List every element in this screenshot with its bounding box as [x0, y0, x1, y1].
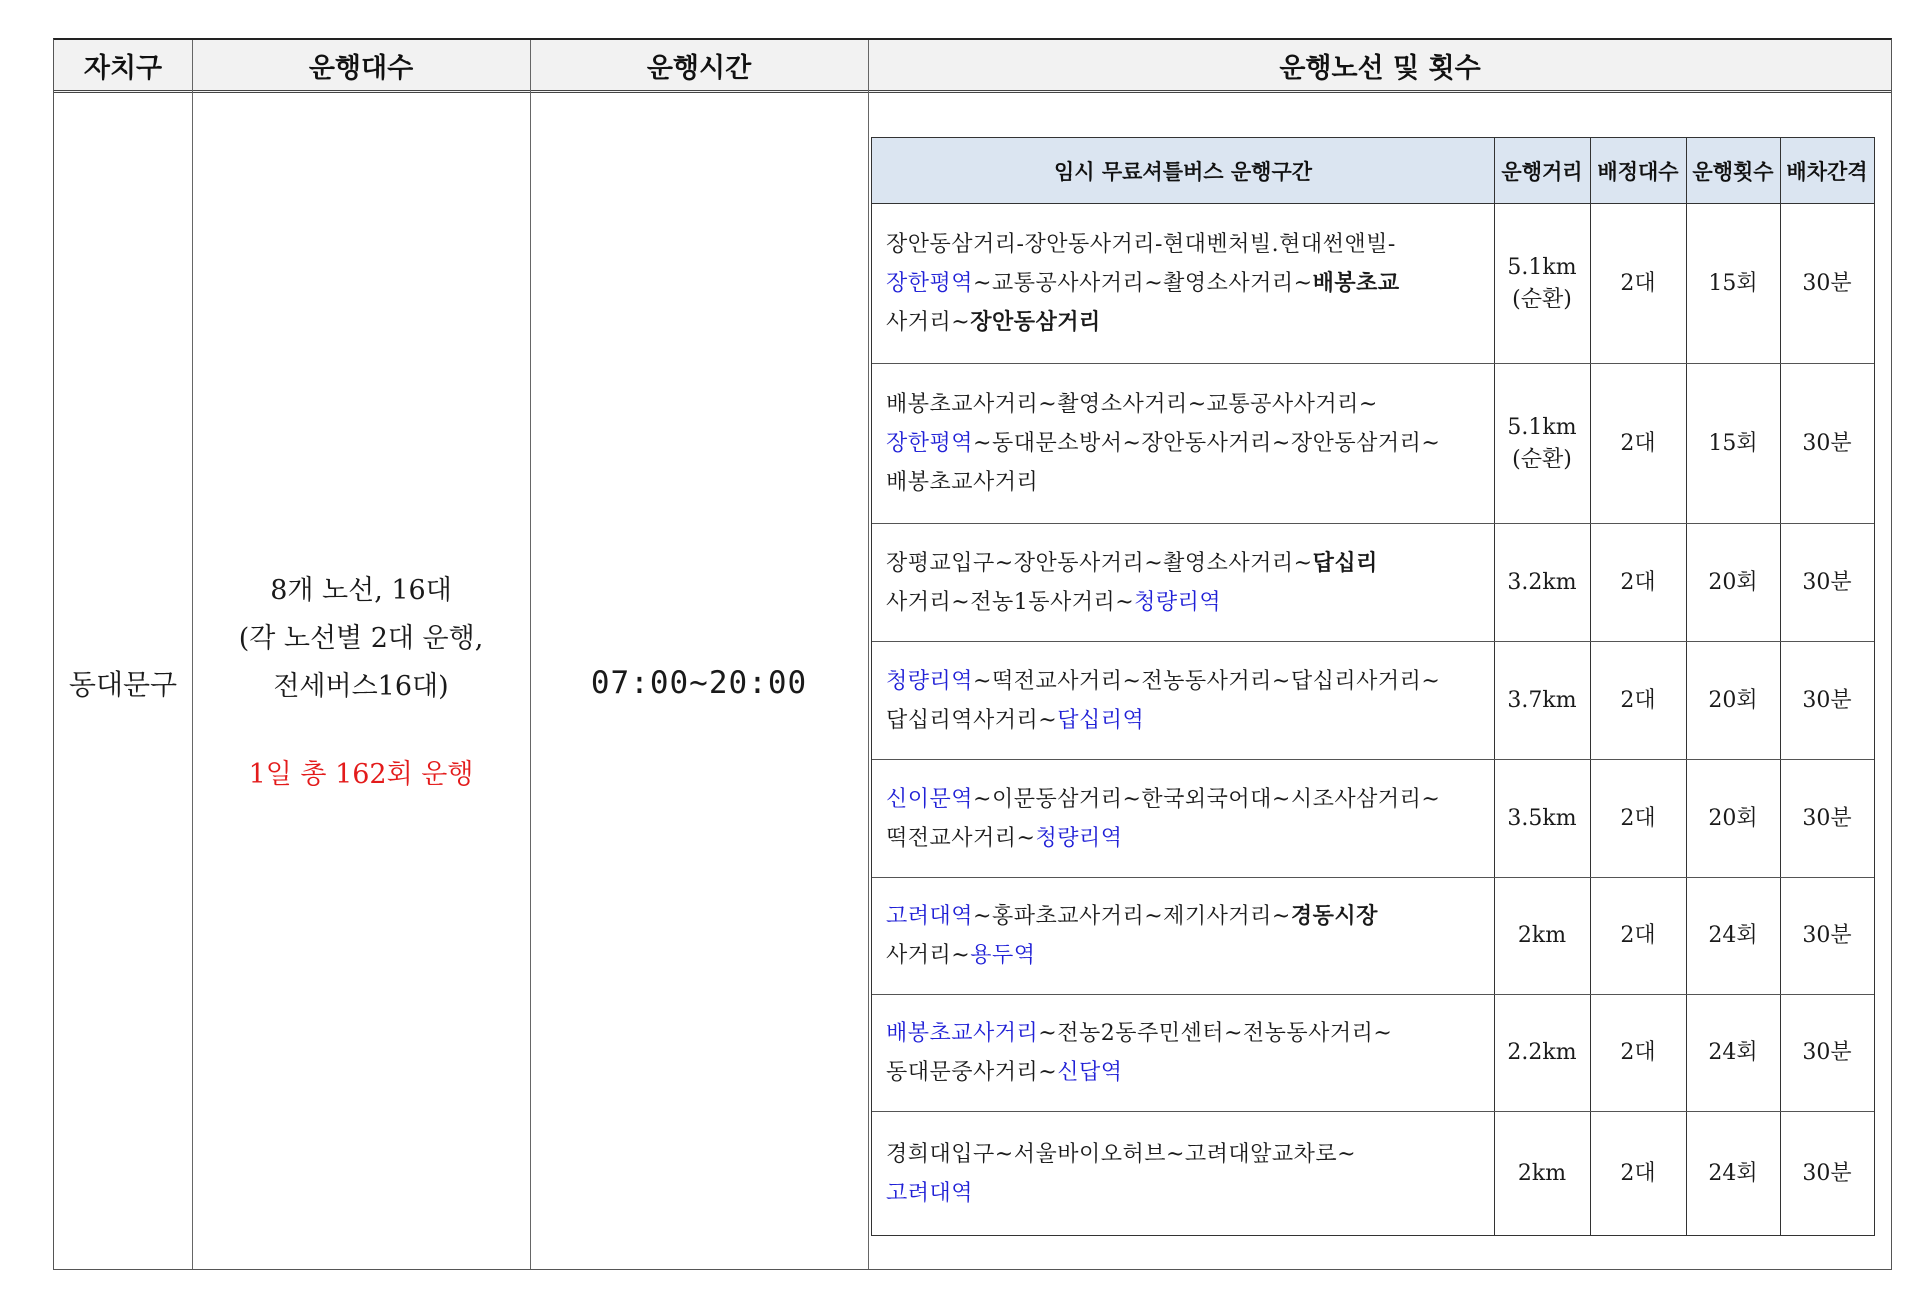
- distance-cell: 3.2km: [1507, 569, 1577, 595]
- table-row: [872, 524, 1874, 642]
- buses-cell: 2대: [1620, 1040, 1656, 1065]
- vehicles-line: (각 노선별 2대 운행,: [238, 622, 484, 654]
- route-text: ~동대문소방서~장안동사거리~장안동삼거리~: [973, 431, 1441, 456]
- trips-cell: 20회: [1708, 569, 1758, 595]
- daily-total-trips: 1일 총 162회 운행: [248, 758, 474, 790]
- header-district: 자치구: [83, 52, 163, 84]
- header-routes: 운행노선 및 횟수: [1279, 52, 1481, 84]
- station-name: 신이문역: [886, 786, 974, 812]
- interval-cell: 30분: [1802, 270, 1852, 296]
- table-row: [872, 364, 1874, 524]
- route-text: 배봉초교사거리~촬영소사거리~교통공사사거리~: [886, 392, 1378, 417]
- buses-cell: 2대: [1620, 923, 1656, 948]
- distance-cell: 5.1km (순환): [1507, 254, 1577, 312]
- route-text: 답십리: [1312, 549, 1378, 576]
- trips-cell: 24회: [1708, 1040, 1758, 1065]
- station-name: 청량리역: [886, 668, 974, 694]
- distance-cell: 2km: [1517, 923, 1567, 948]
- station-name: 답십리역: [1057, 707, 1145, 733]
- distance-cell: 3.7km: [1507, 687, 1577, 713]
- table-row: [872, 760, 1874, 878]
- station-name: 배봉초교사거리: [886, 1021, 1039, 1046]
- route-text: 장평교입구~장안동사거리~촬영소사거리~: [886, 550, 1313, 576]
- station-name: 고려대역: [886, 904, 974, 929]
- distance-cell: 5.1km (순환): [1507, 414, 1577, 472]
- route-text: 동대문중사거리~: [886, 1060, 1058, 1085]
- interval-cell: 30분: [1802, 430, 1852, 456]
- table-header: [54, 40, 1891, 93]
- route-segment: [872, 1112, 1494, 1235]
- buses-cell: 2대: [1620, 687, 1656, 713]
- column-divider: [868, 40, 869, 1269]
- buses-cell: 2대: [1620, 1160, 1656, 1186]
- route-text: ~이문동삼거리~한국외국어대~시조사삼거리~: [973, 786, 1441, 812]
- trips-cell: 15회: [1708, 270, 1758, 296]
- table-row: [872, 642, 1874, 760]
- route-segment: [872, 760, 1494, 877]
- route-segment: [872, 204, 1494, 363]
- table-row: [872, 878, 1874, 995]
- buses-cell: 2대: [1620, 270, 1656, 296]
- interval-cell: 30분: [1802, 805, 1852, 831]
- buses-cell: 2대: [1620, 805, 1656, 831]
- route-text: 사거리~: [886, 310, 971, 335]
- distance-cell: 2.2km: [1507, 1040, 1577, 1065]
- route-text: 답십리역사거리~: [886, 707, 1058, 733]
- header-hours: 운행시간: [646, 52, 752, 84]
- vehicles-cell: [192, 96, 530, 1269]
- district-cell: 동대문구: [68, 667, 178, 701]
- trips-cell: 24회: [1708, 923, 1758, 948]
- table-row: [872, 995, 1874, 1112]
- col-distance: 운행거리: [1501, 159, 1583, 184]
- col-buses: 배정대수: [1597, 159, 1679, 184]
- col-route-segment: 임시 무료셔틀버스 운행구간: [1053, 159, 1313, 184]
- station-name: 청량리역: [1134, 589, 1222, 615]
- interval-cell: 30분: [1802, 1160, 1852, 1186]
- route-text: 장안동삼거리-장안동사거리-현대벤처빌.현대썬앤빌-: [886, 232, 1396, 257]
- interval-cell: 30분: [1802, 569, 1852, 595]
- route-text: 떡전교사거리~: [886, 825, 1036, 851]
- route-text: 경동시장: [1290, 903, 1378, 929]
- buses-cell: 2대: [1620, 430, 1656, 456]
- interval-cell: 30분: [1802, 687, 1852, 713]
- trips-cell: 24회: [1708, 1160, 1758, 1186]
- route-text: 사거리~전농1동사거리~: [886, 589, 1135, 615]
- station-name: 신답역: [1057, 1060, 1123, 1085]
- trips-cell: 15회: [1708, 430, 1758, 456]
- station-name: 장한평역: [886, 271, 974, 296]
- station-name: 청량리역: [1035, 825, 1123, 851]
- route-segment: [872, 524, 1494, 641]
- route-segment: [872, 995, 1494, 1111]
- vehicles-line: 전세버스16대): [273, 670, 449, 702]
- shuttle-bus-table: [53, 38, 1892, 1270]
- distance-cell: 2km: [1517, 1160, 1567, 1186]
- route-text: 경희대입구~서울바이오허브~고려대앞교차로~: [886, 1141, 1357, 1167]
- routes-table-header: [872, 138, 1874, 204]
- interval-cell: 30분: [1802, 923, 1852, 948]
- hours-cell: 07:00~20:00: [590, 664, 808, 701]
- route-text: 사거리~: [886, 943, 971, 968]
- route-text: 배봉초교: [1312, 270, 1400, 296]
- route-text: 배봉초교사거리: [886, 470, 1039, 495]
- route-text: ~교통공사사거리~촬영소사거리~: [973, 271, 1313, 296]
- route-text: ~떡전교사거리~전농동사거리~답십리사거리~: [973, 668, 1441, 694]
- station-name: 용두역: [970, 943, 1036, 968]
- distance-cell: 3.5km: [1507, 805, 1577, 831]
- route-text: ~홍파초교사거리~제기사거리~: [973, 904, 1291, 929]
- station-name: 고려대역: [886, 1180, 974, 1206]
- trips-cell: 20회: [1708, 687, 1758, 713]
- table-row: [872, 204, 1874, 364]
- trips-cell: 20회: [1708, 805, 1758, 831]
- table-row: [872, 1112, 1874, 1235]
- route-segment: [872, 878, 1494, 994]
- route-text: 장안동삼거리: [970, 309, 1101, 335]
- station-name: 장한평역: [886, 431, 974, 456]
- route-segment: [872, 642, 1494, 759]
- buses-cell: 2대: [1620, 569, 1656, 595]
- col-trips: 운행횟수: [1692, 159, 1774, 184]
- header-vehicles: 운행대수: [308, 52, 414, 84]
- route-text: ~전농2동주민센터~전농동사거리~: [1038, 1021, 1393, 1046]
- col-interval: 배차간격: [1786, 159, 1868, 184]
- routes-table: [871, 137, 1875, 1236]
- route-segment: [872, 364, 1494, 523]
- vehicles-line: 8개 노선, 16대: [270, 574, 452, 606]
- interval-cell: 30분: [1802, 1040, 1852, 1065]
